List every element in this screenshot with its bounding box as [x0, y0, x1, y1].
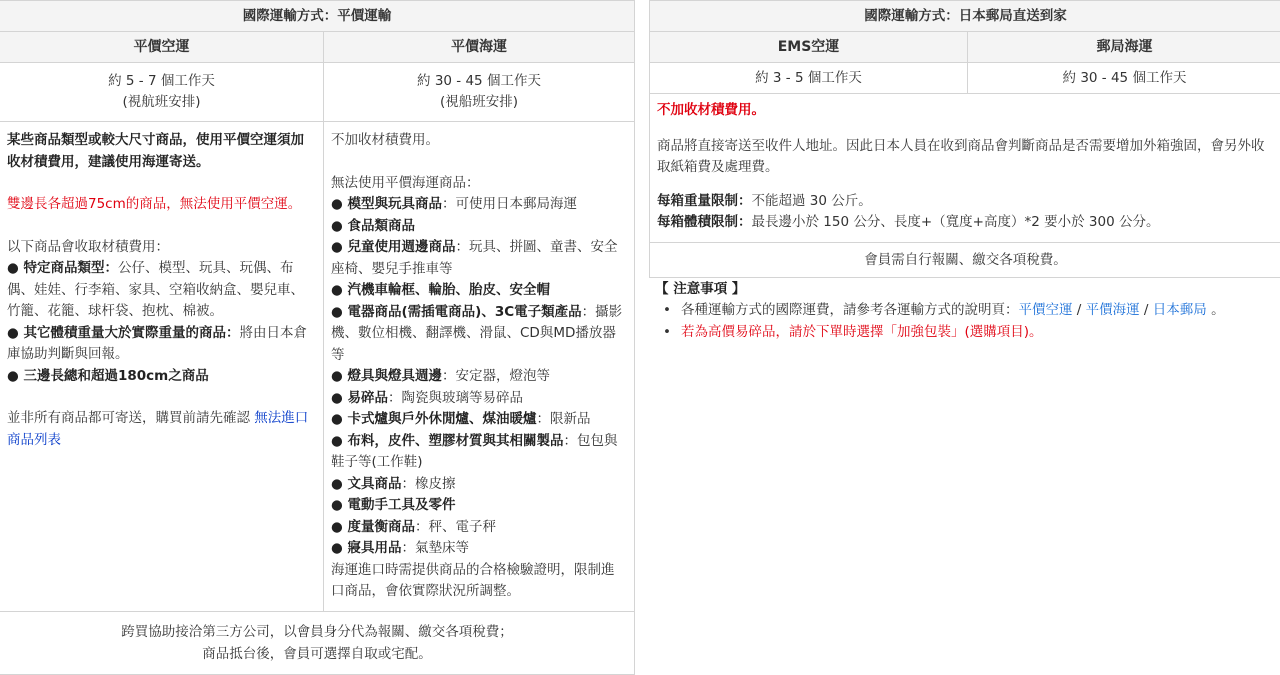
list-item: ● 文具商品：橡皮擦 — [331, 474, 627, 496]
notice-title: 【 注意事項 】 — [655, 279, 1275, 299]
post-sea-header: 郵局海運 — [968, 32, 1280, 63]
sea-no-fee: 不加收材積費用。 — [331, 130, 627, 152]
list-item: ● 食品類商品 — [331, 216, 627, 238]
notice-list — [655, 299, 1275, 343]
list-item: ● 電器商品(需插電商品)、3C電子類產品：攝影機、數位相機、翻譯機、滑鼠、CD與MD播放器等 — [331, 302, 627, 367]
air-volume-warning: 某些商品類型或較大尺寸商品，使用平價空運須加收材積費用，建議使用海運寄送。 — [7, 132, 304, 170]
list-item: ● 度量衡商品：秤、電子秤 — [331, 517, 627, 539]
sea-cert-note: 海運進口時需提供商品的合格檢驗證明，限制進口商品，會依實際狀況所調整。 — [331, 560, 627, 603]
list-item: ● 電動手工具及零件 — [331, 495, 627, 517]
list-item: ● 特定商品類型：公仔、模型、玩具、玩偶、布偶、娃娃、行李箱、家具、空箱收納盒、嬰兒車、竹籠、花籠、球杆袋、抱枕、棉被。 — [7, 258, 316, 323]
affordable-sea-header: 平價海運 — [324, 32, 635, 63]
post-sea-time: 約 30 - 45 個工作天 — [968, 63, 1280, 94]
post-customs-note: 會員需自行報關、繳交各項稅費。 — [650, 242, 1280, 277]
link-affordable-air[interactable]: 平價空運 — [1019, 302, 1073, 318]
restricted-items-link[interactable]: 無法進口商品列表 — [7, 410, 308, 448]
affordable-shipping-title: 國際運輸方式：平價運輸 — [0, 1, 635, 32]
air-restricted-note: 並非所有商品都可寄送，購買前請先確認 無法進口商品列表 — [7, 408, 316, 451]
ems-header: EMS空運 — [650, 32, 968, 63]
list-item: ● 燈具與燈具週邊：安定器，燈泡等 — [331, 366, 627, 388]
japan-post-title: 國際運輸方式：日本郵局直送到家 — [650, 1, 1280, 32]
list-item: ● 三邊長總和超過180cm之商品 — [7, 366, 316, 388]
affordable-sea-details — [324, 122, 635, 612]
affordable-footer: 跨買協助接洽第三方公司，以會員身分代為報關、繳交各項稅費； 商品抵台後，會員可選擇自取或宅配。 — [0, 611, 635, 674]
japan-post-table — [649, 0, 1280, 278]
affordable-air-header: 平價空運 — [0, 32, 324, 63]
notice-item-fragile: • 若為高價易碎品，請於下單時選擇「加強包裝」(選購項目)。 — [669, 321, 1275, 343]
japan-post-details — [650, 94, 1280, 243]
list-item: ● 兒童使用週邊商品：玩具、拼圖、童書、安全座椅、嬰兒手推車等 — [331, 237, 627, 280]
affordable-air-details — [0, 122, 324, 612]
link-japan-post[interactable]: 日本郵局 — [1153, 302, 1207, 318]
notice-section — [655, 279, 1275, 343]
sea-cannot-intro: 無法使用平價海運商品： — [331, 173, 627, 195]
notice-item-fees: • 各種運輸方式的國際運費，請參考各運輸方式的說明頁：平價空運 / 平價海運 / 日本郵局 。 — [669, 299, 1275, 321]
list-item: ● 模型與玩具商品：可使用日本郵局海運 — [331, 194, 627, 216]
volume-limit: 每箱體積限制：最長邊小於 150 公分、長度+（寬度+高度）*2 要小於 300 公分。 — [657, 212, 1274, 234]
post-direct-note: 商品將直接寄送至收件人地址。因此日本人員在收到商品會判斷商品是否需要增加外箱強固，會另外收取紙箱費及處理費。 — [657, 136, 1274, 179]
affordable-air-time: 約 5 - 7 個工作天 (視航班安排) — [0, 63, 324, 122]
list-item: ● 卡式爐與戶外休閒爐、煤油暖爐：限新品 — [331, 409, 627, 431]
affordable-shipping-table — [0, 0, 635, 675]
air-volume-intro: 以下商品會收取材積費用： — [7, 237, 316, 259]
post-no-fee: 不加收材積費用。 — [657, 100, 1274, 122]
list-item: ● 汽機車輪框、輪胎、胎皮、安全帽 — [331, 280, 627, 302]
link-affordable-sea[interactable]: 平價海運 — [1086, 302, 1140, 318]
affordable-sea-time: 約 30 - 45 個工作天 (視船班安排) — [324, 63, 635, 122]
ems-time: 約 3 - 5 個工作天 — [650, 63, 968, 94]
weight-limit: 每箱重量限制：不能超過 30 公斤。 — [657, 191, 1274, 213]
air-size-limit: 雙邊長各超過75cm的商品，無法使用平價空運。 — [7, 194, 316, 216]
list-item: ● 寢具用品：氣墊床等 — [331, 538, 627, 560]
list-item: ● 其它體積重量大於實際重量的商品：將由日本倉庫協助判斷與回報。 — [7, 323, 316, 366]
list-item: ● 布料，皮件、塑膠材質與其相關製品：包包與鞋子等(工作鞋) — [331, 431, 627, 474]
list-item: ● 易碎品：陶瓷與玻璃等易碎品 — [331, 388, 627, 410]
